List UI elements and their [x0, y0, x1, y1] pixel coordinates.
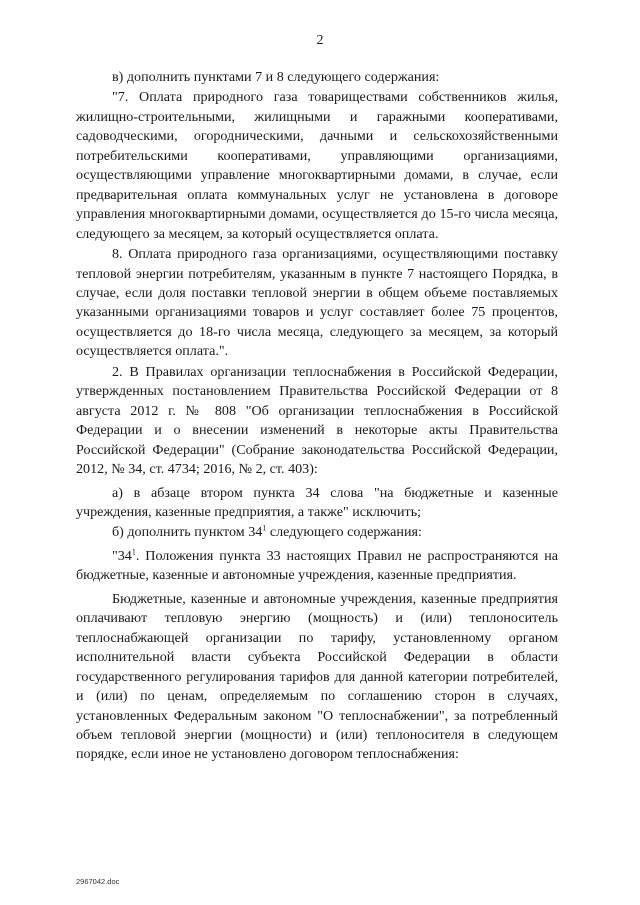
document-body: [76, 68, 558, 765]
paragraph-budget-institutions: Бюджетные, казенные и автономные учреждения, казенные предприятия оплачивают тепловую энергию (мощность) и (или) теплоноситель теплоснабжающей организации по тарифу, установленному органом исполнительной власти субъекта Российской Федерации в области государственного регулирования тарифов для данной категории потребителей, и (или) по ценам, определяемым по соглашению сторон в случаях, установленных Федеральным законом "О теплоснабжении", за потребленный объем тепловой энергии (мощности) и (или) теплоносителя в следующем порядке, если иное не установлено договором теплоснабжения:: [76, 590, 558, 763]
paragraph-point-34-1-before: "34: [112, 547, 132, 564]
paragraph-point-8: 8. Оплата природного газа организациями, осуществляющими поставку тепловой энергии потребителям, указанным в пункте 7 настоящего Порядка, в случае, если доля поставки тепловой энергии в общем объеме поставляемых указанными организациями товаров и услуг составляет более 75 процентов, осуществляется до 18-го числа месяца, следующего за месяцем, за который осуществляется оплата.".: [76, 246, 558, 360]
paragraph-point-34-1: [76, 547, 558, 586]
paragraph-point-34-1-after: . Положения пункта 33 настоящих Правил не распространяются на бюджетные, казенные и автономные учреждения, казенные предприятия.: [76, 547, 558, 584]
paragraph-item-v: в) дополнить пунктами 7 и 8 следующего содержания:: [112, 69, 440, 85]
paragraph-point-7: "7. Оплата природного газа товариществами собственников жилья, жилищно-строительными, жилищными и гаражными кооперативами, садоводческими, огородническими, дачными и сельскохозяйственными потребительскими кооперативами, управляющими организациями, осуществляющими управление многоквартирными домами, в случае, если предварительная оплата коммунальных услуг не установлена в договоре управления многоквартирными домами, осуществляется до 15-го числа месяца, следующего за месяцем, за который осуществляется оплата.: [76, 89, 558, 242]
paragraph-item-b-after: следующего содержания:: [266, 524, 422, 541]
page-number: 2: [316, 33, 324, 48]
paragraph-item-b-before: б) дополнить пунктом 34: [112, 524, 263, 541]
paragraph-section-2: 2. В Правилах организации теплоснабжения в Российской Федерации, утвержденных постановлением Правительства Российской Федерации от 8 августа 2012 г. № 808 "Об организации теплоснабжения в Российской Федерации и о внесении изменений в некоторые акты Правительства Российской Федерации" (Собрание законодательства Российской Федерации, 2012, № 34, ст. 4734; 2016, № 2, ст. 403):: [76, 363, 558, 478]
paragraph-item-a: а) в абзаце втором пункта 34 слова "на бюджетные и казенные учреждения, казенные предприятия, а также" исключить;: [76, 484, 558, 520]
superscript-marker: 1: [131, 547, 136, 557]
paragraph-item-b: [76, 523, 558, 542]
superscript-marker: 1: [262, 523, 267, 533]
file-name-footer: 2967042.doc: [76, 877, 120, 886]
